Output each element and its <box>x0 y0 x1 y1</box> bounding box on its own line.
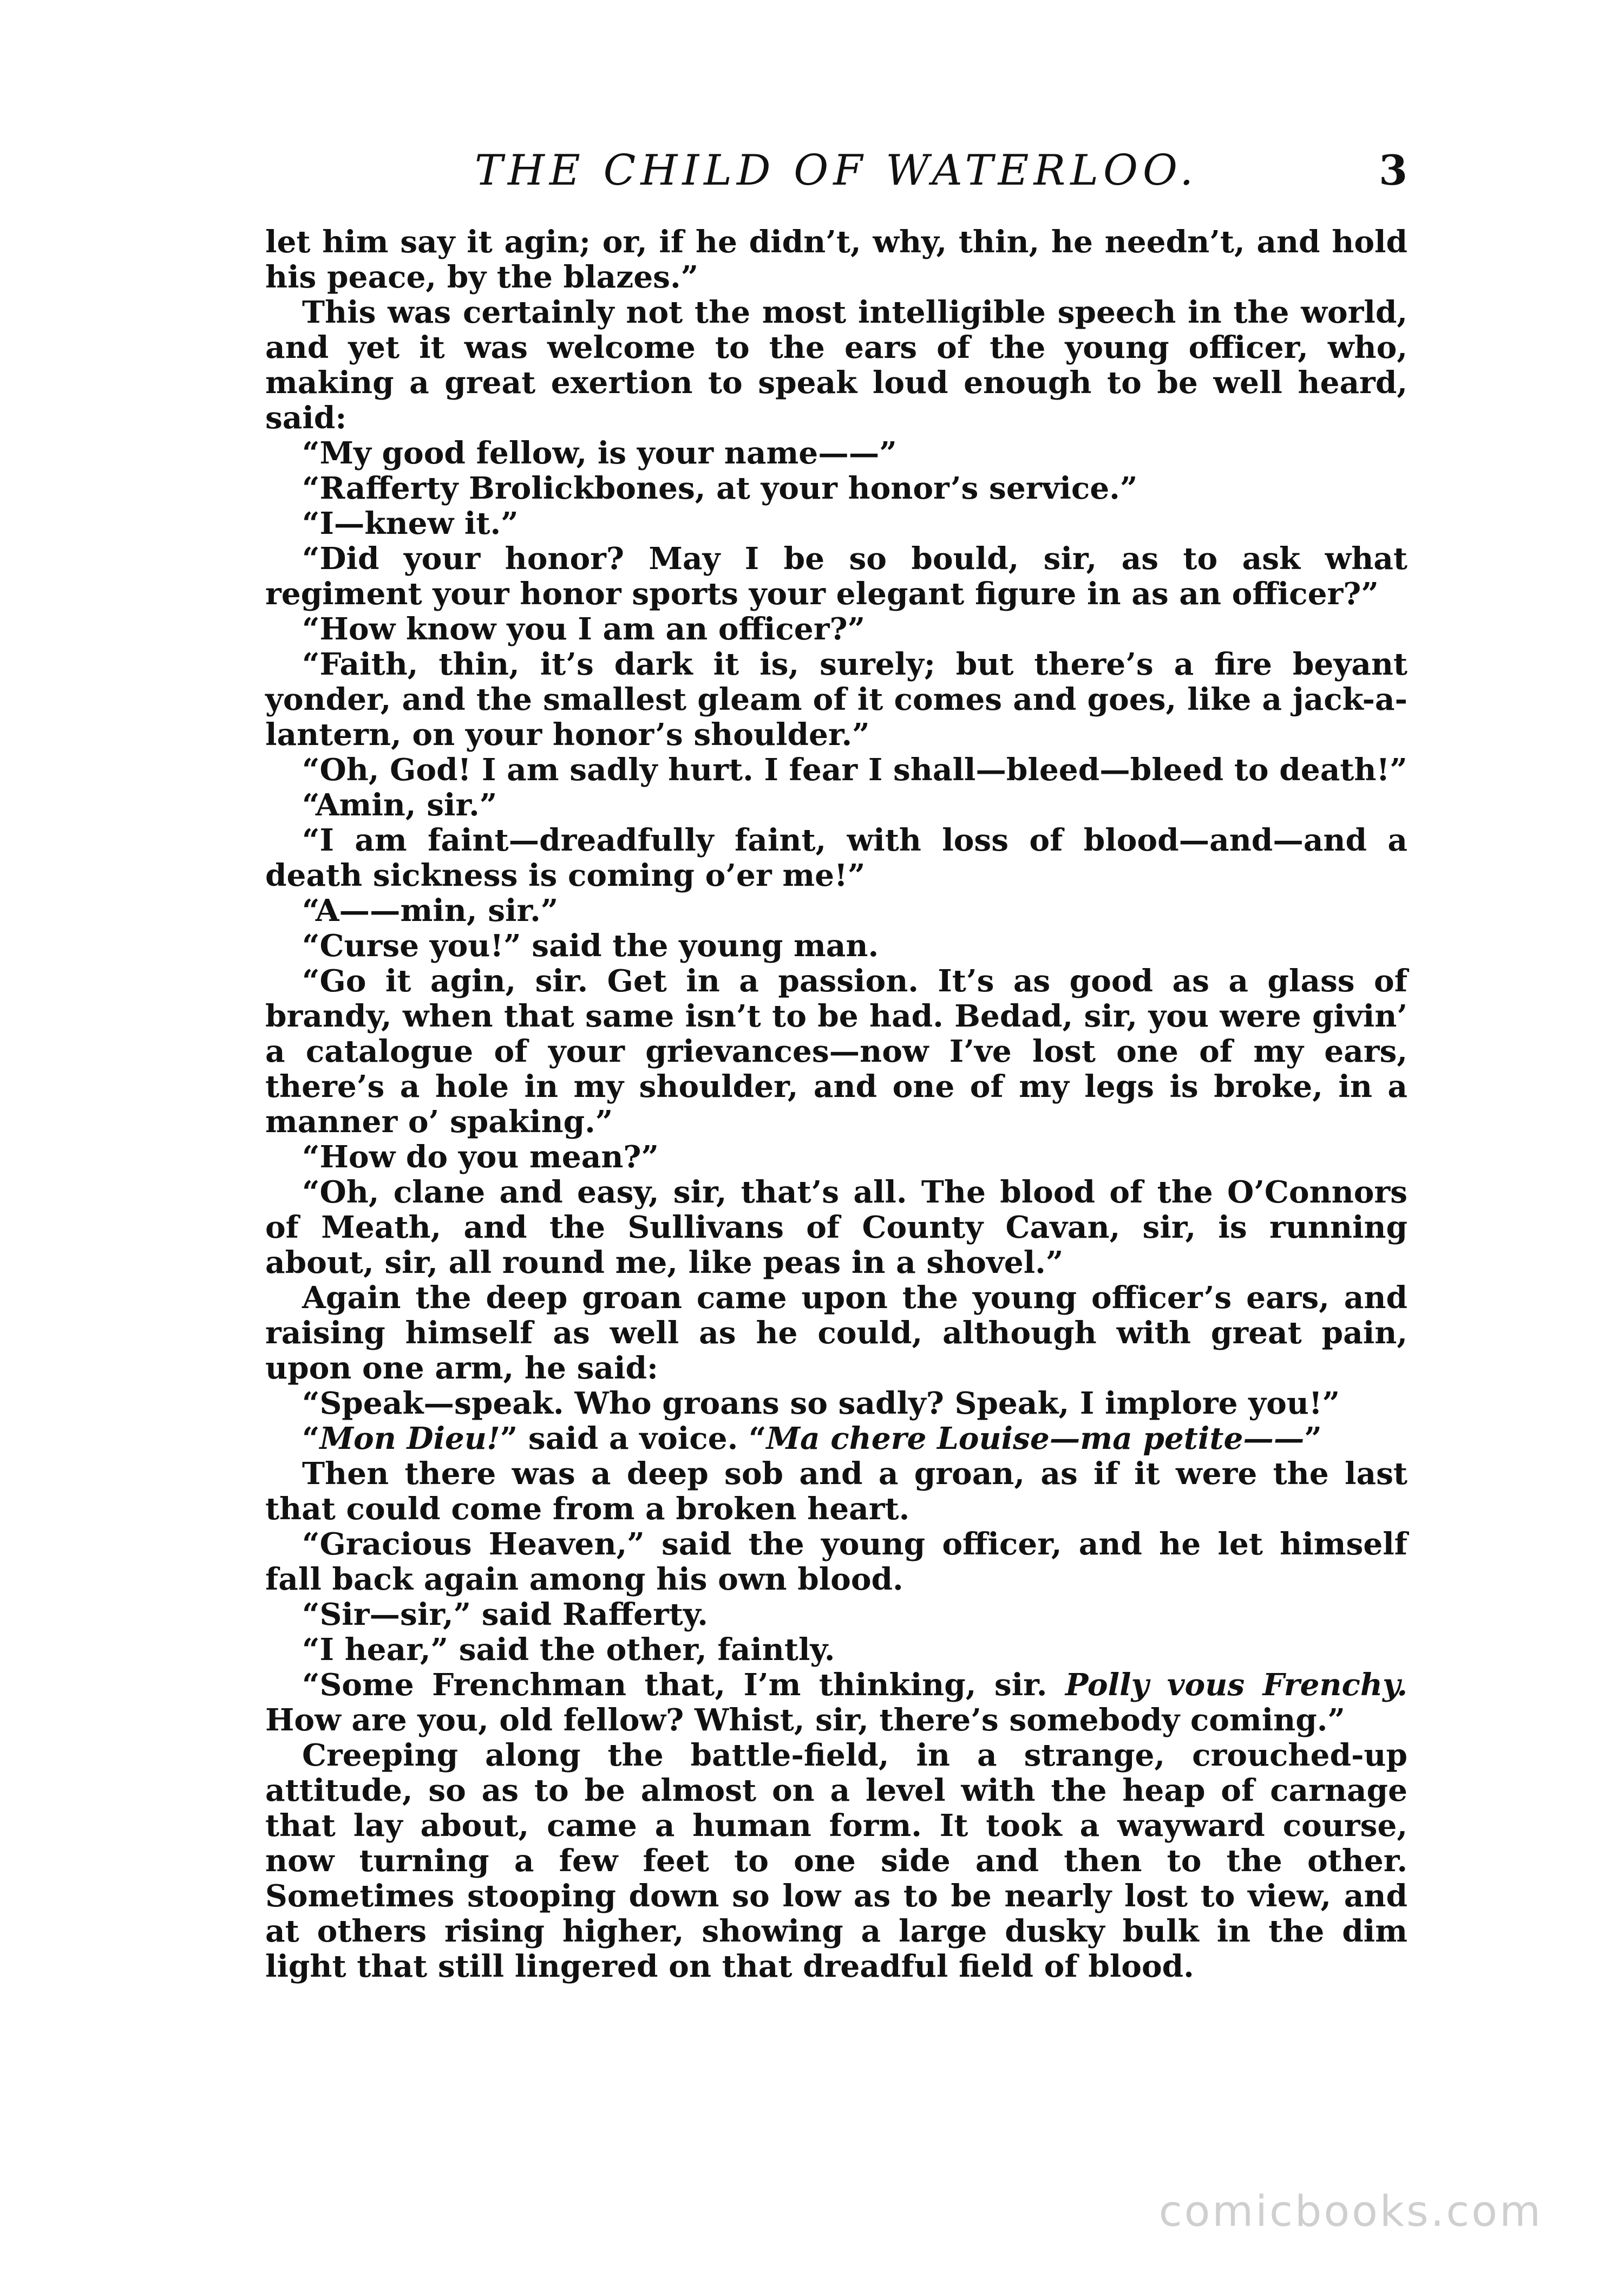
text-run: “Oh, God! I am sadly hurt. I fear I shall—bleed—bleed to death!” <box>302 752 1407 788</box>
paragraph <box>265 1527 1407 1597</box>
text-run: Again the deep groan came upon the young officer’s ears, and raising himself as well as he could, although with great pain, upon one arm, he said: <box>265 1280 1407 1386</box>
paragraph <box>265 1668 1407 1738</box>
paragraph <box>265 1632 1407 1668</box>
italic-text: Polly vous Frenchy. <box>1065 1667 1407 1703</box>
text-run: “I hear,” said the other, faintly. <box>302 1632 835 1668</box>
paragraph <box>265 964 1407 1140</box>
text-run: Creeping along the battle-field, in a strange, crouched-up attitude, so as to be almost on a level with the heap of carnage that lay about, came a human form. It took a wayward course, now turning a few feet to one side and then to the other. Sometimes stooping down so low as to be nearly lost to view, and at others rising higher, showing a large dusky bulk in the dim light that still lingered on that dreadful field of blood. <box>265 1737 1407 1984</box>
text-run: “Go it agin, sir. Get in a passion. It’s as good as a glass of brandy, when that same isn’t to be had. Bedad, sir, you were givin’ a catalogue of your grievances—now I’ve lost one of my ears, there’s a hole in my shoulder, and one of my legs is broke, in a manner o’ spaking.” <box>265 963 1407 1140</box>
paragraph <box>265 788 1407 823</box>
paragraph <box>265 893 1407 929</box>
paragraph <box>265 1386 1407 1421</box>
paragraph <box>265 1597 1407 1632</box>
text-run: Then there was a deep sob and a groan, as if it were the last that could come from a broken heart. <box>265 1456 1407 1527</box>
watermark: comicbooks.com <box>1158 2187 1543 2236</box>
text-run: This was certainly not the most intelligible speech in the world, and yet it was welcome to the ears of the young officer, who, making a great exertion to speak loud enough to be well heard, said: <box>265 295 1407 436</box>
page-number: 3 <box>1379 146 1407 194</box>
paragraph <box>265 506 1407 541</box>
paragraph <box>265 541 1407 612</box>
text-run: let him say it agin; or, if he didn’t, why, thin, he needn’t, and hold his peace, by the blazes.” <box>265 224 1407 295</box>
text-run: “Some Frenchman that, I’m thinking, sir. <box>302 1667 1065 1703</box>
paragraph <box>265 1738 1407 1984</box>
paragraph <box>265 1175 1407 1280</box>
paragraph <box>265 1421 1407 1456</box>
paragraph <box>265 1456 1407 1527</box>
text-run: “Rafferty Brolickbones, at your honor’s service.” <box>302 471 1138 506</box>
running-header <box>265 146 1407 206</box>
text-run: ” <box>1304 1421 1322 1456</box>
text-run: “How know you I am an officer?” <box>302 611 866 647</box>
italic-text: Mon Dieu! <box>319 1421 500 1456</box>
text-run: “Curse you!” said the young man. <box>302 928 879 964</box>
paragraph <box>265 295 1407 436</box>
text-run: “Gracious Heaven,” said the young officer, and he let himself fall back again among his own blood. <box>265 1526 1407 1597</box>
text-run: “I am faint—dreadfully faint, with loss of blood—and—and a death sickness is coming o’er me!” <box>265 822 1407 893</box>
text-run: “Amin, sir.” <box>302 787 497 823</box>
paragraph <box>265 929 1407 964</box>
italic-text: Ma chere Louise—ma petite—— <box>766 1421 1305 1456</box>
paragraph <box>265 1280 1407 1386</box>
paragraph <box>265 471 1407 506</box>
paragraph <box>265 436 1407 471</box>
body-text <box>265 225 1407 1984</box>
paragraph <box>265 647 1407 753</box>
text-run: “ <box>302 1421 320 1456</box>
paragraph <box>265 612 1407 647</box>
text-run: “Faith, thin, it’s dark it is, surely; but there’s a fire beyant yonder, and the smallest gleam of it comes and goes, like a jack-a-lantern, on your honor’s shoulder.” <box>265 646 1407 753</box>
paragraph <box>265 823 1407 893</box>
text-run: “How do you mean?” <box>302 1139 659 1175</box>
paragraph <box>265 753 1407 788</box>
paragraph <box>265 1140 1407 1175</box>
text-run: “Did your honor? May I be so bould, sir, as to ask what regiment your honor sports your elegant figure in as an officer?” <box>265 541 1407 612</box>
text-run: “A——min, sir.” <box>302 893 559 929</box>
running-title: THE CHILD OF WATERLOO. <box>474 146 1199 195</box>
text-run: “Speak—speak. Who groans so sadly? Speak, I implore you!” <box>302 1386 1340 1421</box>
text-run: “My good fellow, is your name——” <box>302 435 897 471</box>
text-run: How are you, old fellow? Whist, sir, there’s somebody coming.” <box>265 1702 1345 1738</box>
text-run: “I—knew it.” <box>302 506 519 541</box>
text-run: “Sir—sir,” said Rafferty. <box>302 1597 708 1632</box>
text-run: ” said a voice. “ <box>500 1421 767 1456</box>
paragraph <box>265 225 1407 295</box>
text-run: “Oh, clane and easy, sir, that’s all. The blood of the O’Connors of Meath, and the Sullivans of County Cavan, sir, is running about, sir, all round me, like peas in a shovel.” <box>265 1174 1407 1280</box>
